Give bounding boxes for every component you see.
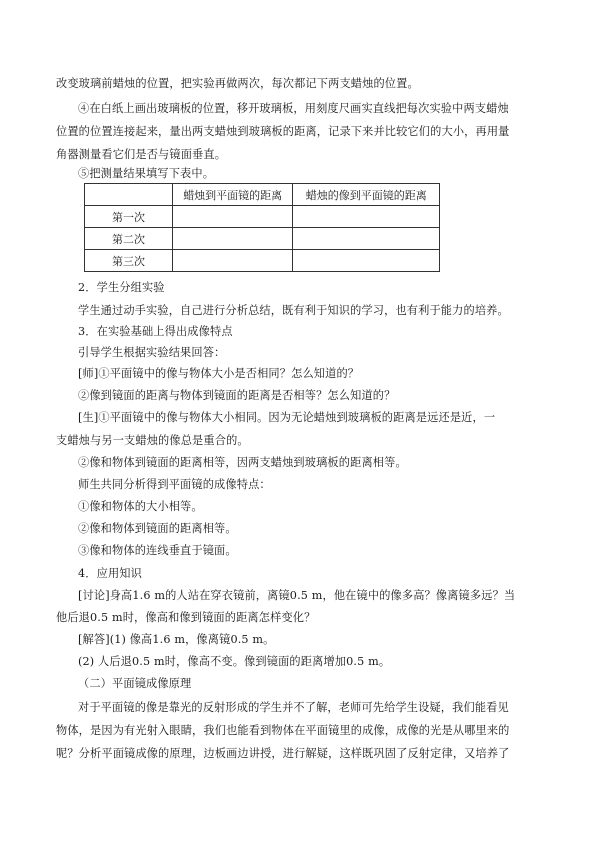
section-heading: （二）平面镜成像原理 bbox=[78, 677, 192, 690]
table-cell bbox=[172, 250, 293, 272]
table-header-cell bbox=[85, 184, 173, 206]
text-line: 师生共同分析得到平面镜的成像特点： bbox=[78, 478, 271, 491]
text-line: [讨论]身高1.6 m的人站在穿衣镜前，离镜0.5 m，他在镜中的像多高？像离镜多远？当 bbox=[78, 589, 516, 602]
table-header-cell: 蜡烛的像到平面镜的距离 bbox=[293, 184, 440, 206]
text-line: ①像和物体的大小相等。 bbox=[78, 500, 203, 513]
table-cell bbox=[172, 228, 293, 250]
text-line: [师]①平面镜中的像与物体大小是否相同？怎么知道的？ bbox=[78, 367, 360, 380]
table-row bbox=[85, 228, 440, 250]
table-header-cell: 蜡烛到平面镜的距离 bbox=[172, 184, 293, 206]
text-line: (2) 人后退0.5 m时，像高不变。像到镜面的距离增加0.5 m。 bbox=[78, 655, 391, 668]
text-line: 支蜡烛与另一支蜡烛的像总是重合的。 bbox=[56, 434, 249, 447]
section-heading: 3．在实验基础上得出成像特点 bbox=[78, 325, 233, 338]
section-heading: 4．应用知识 bbox=[78, 567, 142, 580]
table-cell: 第三次 bbox=[85, 250, 173, 272]
table-row bbox=[85, 250, 440, 272]
table-cell: 第一次 bbox=[85, 206, 173, 228]
text-line: ②像到镜面的距离与物体到镜面的距离是否相等？怎么知道的？ bbox=[78, 389, 396, 402]
text-line: [解答](1) 像高1.6 m，像离镜0.5 m。 bbox=[78, 633, 275, 646]
text-line: ②像和物体到镜面的距离相等。 bbox=[78, 522, 237, 535]
text-line: 引导学生根据实验结果回答： bbox=[78, 346, 226, 359]
text-line: ④在白纸上画出玻璃板的位置，移开玻璃板，用刻度尺画实直线把每次实验中两支蜡烛 bbox=[78, 102, 509, 115]
text-line: ③像和物体的连线垂直于镜面。 bbox=[78, 544, 237, 557]
text-line: ②像和物体到镜面的距离相等，因两支蜡烛到玻璃板的距离相等。 bbox=[78, 456, 407, 469]
text-line: 他后退0.5 m时，像高和像到镜面的距离怎样变化？ bbox=[56, 611, 316, 624]
section-heading: 2．学生分组实验 bbox=[78, 281, 165, 294]
table-header-row bbox=[85, 184, 440, 206]
table-row bbox=[85, 206, 440, 228]
table-cell bbox=[293, 228, 440, 250]
text-line: ⑤把测量结果填写下表中。 bbox=[78, 167, 215, 180]
table-cell bbox=[293, 206, 440, 228]
text-line: 改变玻璃前蜡烛的位置，把实验再做两次，每次都记下两支蜡烛的位置。 bbox=[56, 77, 419, 90]
measurement-table bbox=[84, 183, 440, 272]
table-cell: 第二次 bbox=[85, 228, 173, 250]
text-line: 物体，是因为有光射入眼睛，我们也能看到物体在平面镜里的成像，成像的光是从哪里来的 bbox=[56, 724, 510, 737]
text-line: 学生通过动手实验，自己进行分析总结，既有利于知识的学习，也有利于能力的培养。 bbox=[78, 304, 509, 317]
text-line: 对于平面镜的像是靠光的反射形成的学生并不了解，老师可先给学生设疑，我们能看见 bbox=[78, 701, 509, 714]
table-cell bbox=[172, 206, 293, 228]
table-cell bbox=[293, 250, 440, 272]
text-line: 呢？分析平面镜成像的原理，边板画边讲授，进行解疑，这样既巩固了反射定律，又培养了 bbox=[56, 747, 510, 760]
text-line: 角器测量看它们是否与镜面垂直。 bbox=[56, 148, 227, 161]
text-line: [生]①平面镜中的像与物体大小相同。因为无论蜡烛到玻璃板的距离是远还是近，一 bbox=[78, 411, 496, 424]
text-line: 位置的位置连接起来，量出两支蜡烛到玻璃板的距离，记录下来并比较它们的大小，再用量 bbox=[56, 125, 510, 138]
